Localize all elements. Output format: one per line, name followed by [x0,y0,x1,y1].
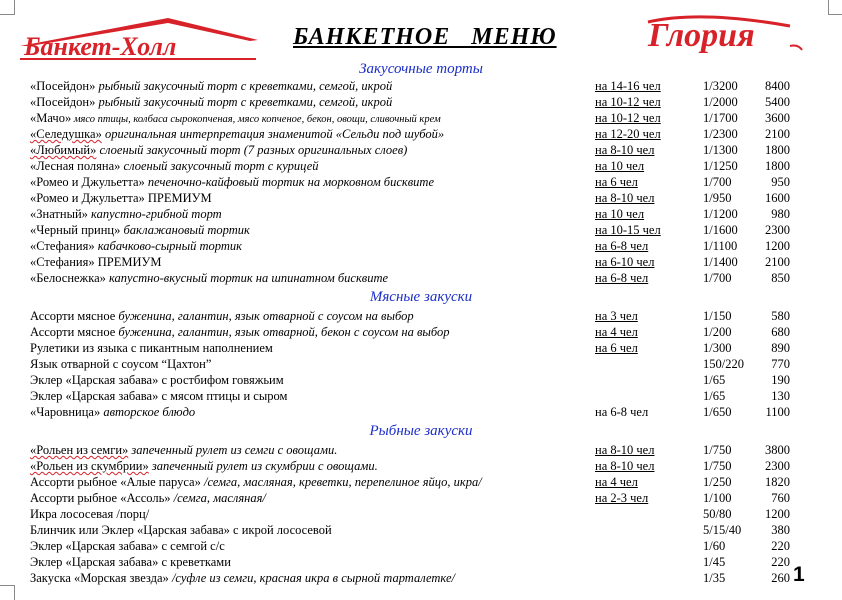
item-description: рыбный закусочный торт с креветками, семгой, икрой [95,95,393,109]
item-servings: на 10 чел [595,159,645,173]
item-name-block [30,474,482,490]
banquet-hall-logo [18,14,263,64]
item-servings: на 8-10 чел [595,443,655,457]
item-price: 8400 [765,79,790,93]
item-weight: 1/65 [703,389,726,403]
item-description: баклажановый тортик [120,223,250,237]
item-name-block [30,522,332,538]
item-name: Блинчик или Эклер «Царская забава» с икрой лососевой [30,523,332,537]
item-servings: на 8-10 чел [595,191,655,205]
item-price: 1800 [765,143,790,157]
item-description: оригинальная интерпретация знаменитой «Сельди под шубой» [101,127,445,141]
corner-mark-top-right [828,0,842,15]
item-price: 890 [771,341,790,355]
item-name-block [30,372,284,388]
menu-item-row [0,554,842,570]
item-price: 1600 [765,191,790,205]
item-description: авторское блюдо [100,405,196,419]
item-weight: 1/200 [703,325,732,339]
menu-item-row [0,458,842,474]
item-name: «Посейдон» [30,79,96,93]
menu-item-row [0,474,842,490]
page-title: БАНКЕТНОЕ МЕНЮ [293,24,557,50]
item-weight: 1/650 [703,405,732,419]
item-price: 580 [771,309,790,323]
item-name: «Стефания» [30,239,95,253]
menu-item-row [0,372,842,388]
menu-item-row [0,340,842,356]
item-name-block [30,94,392,110]
item-price: 260 [771,571,790,585]
item-price: 220 [771,555,790,569]
item-name-block [30,570,455,586]
item-servings: на 10-12 чел [595,95,661,109]
menu-item-row [0,388,842,404]
item-name: «Селедушка» [30,127,102,141]
item-description: запеченный рулет из семги с овощами. [128,443,338,457]
page-number: 1 [793,563,805,586]
item-weight: 1/2300 [703,127,738,141]
item-name-block [30,506,149,522]
item-weight: 1/1200 [703,207,738,221]
item-weight: 5/15/40 [703,523,742,537]
item-servings: на 8-10 чел [595,459,655,473]
menu-item-row [0,404,842,420]
item-description: /суфле из семги, красная икра в сырной тарталетке/ [168,571,455,585]
item-weight: 1/1250 [703,159,738,173]
menu-item-row [0,110,842,126]
item-price: 1800 [765,159,790,173]
item-name-block [30,142,407,158]
item-name: «Чаровница» [30,405,101,419]
item-description: капустно-грибной торт [87,207,222,221]
item-weight: 1/700 [703,271,732,285]
item-description: рыбный закусочный торт с креветками, семгой, икрой [95,79,393,93]
menu-item-row [0,222,842,238]
item-servings: на 8-10 чел [595,143,655,157]
section-title-fish: Рыбные закуски [369,423,473,439]
item-name: Икра лососевая /порц/ [30,507,150,521]
item-price: 770 [771,357,790,371]
item-name-block [30,78,392,94]
item-description: капустно-вкусный тортик на шпинатном бисквите [105,271,389,285]
item-name: «Ромео и Джульетта» ПРЕМИУМ [30,191,212,205]
item-name: «Мачо» [30,111,72,125]
item-weight: 1/1600 [703,223,738,237]
item-weight: 1/100 [703,491,732,505]
item-price: 220 [771,539,790,553]
item-name-block [30,388,287,404]
menu-item-row [0,126,842,142]
item-description: кабачково-сырный тортик [94,239,242,253]
item-servings: на 4 чел [595,475,638,489]
item-servings: на 6-8 чел [595,405,649,419]
menu-item-row [0,190,842,206]
item-name-block [30,222,250,238]
item-name-block [30,356,211,372]
menu-item-row [0,206,842,222]
item-name-block [30,206,222,222]
item-name-block [30,324,449,340]
item-price: 980 [771,207,790,221]
item-servings: на 10-12 чел [595,111,661,125]
item-name-block [30,308,414,324]
item-weight: 1/60 [703,539,726,553]
item-name: «Стефания» ПРЕМИУМ [30,255,162,269]
item-name: Эклер «Царская забава» с семгой с/с [30,539,225,553]
item-name-block [30,442,337,458]
item-name: «Рольен из семги» [30,443,129,457]
item-servings: на 6 чел [595,341,638,355]
item-price: 5400 [765,95,790,109]
item-name: «Рольен из скумбрии» [30,459,149,473]
menu-item-row [0,142,842,158]
item-description: запеченный рулет из скумбрии с овощами. [148,459,378,473]
item-name: Ассорти рыбное «Алые паруса» [30,475,201,489]
item-name: «Черный принц» [30,223,121,237]
item-name: «Белоснежка» [30,271,106,285]
menu-item-row [0,238,842,254]
logo-right-text: Глория [648,17,755,54]
section-title-meat: Мясные закуски [369,289,473,305]
item-description: буженина, галантин, язык отварной с соусом на выбор [115,309,414,323]
item-description: слоеный закусочный торт (7 разных оригинальных слоев) [96,143,408,157]
item-weight: 1/1300 [703,143,738,157]
item-weight: 1/750 [703,443,732,457]
item-weight: 1/3200 [703,79,738,93]
item-name-block [30,404,195,420]
item-description: /семга, масляная/ [170,491,266,505]
item-price: 3600 [765,111,790,125]
menu-item-row [0,174,842,190]
item-name-block [30,254,161,270]
item-weight: 1/1400 [703,255,738,269]
item-price: 130 [771,389,790,403]
item-weight: 1/950 [703,191,732,205]
menu-item-row [0,538,842,554]
corner-mark-top-left [0,0,15,15]
section-title-cakes: Закусочные торты [359,61,483,77]
item-name: Язык отварной с соусом “Цахтон” [30,357,212,371]
gloria-logo [640,12,805,58]
item-weight: 1/150 [703,309,732,323]
item-servings: на 6-10 чел [595,255,655,269]
item-name-block [30,270,388,286]
menu-item-row [0,522,842,538]
corner-mark-bottom-left [0,585,15,600]
item-name: «Ромео и Джульетта» [30,175,145,189]
item-price: 3800 [765,443,790,457]
item-price: 2300 [765,223,790,237]
item-weight: 1/2000 [703,95,738,109]
item-price: 1100 [765,405,790,419]
menu-item-row [0,356,842,372]
item-weight: 1/65 [703,373,726,387]
menu-item-row [0,442,842,458]
item-weight: 1/45 [703,555,726,569]
item-name-block [30,126,444,142]
item-price: 380 [771,523,790,537]
item-price: 2100 [765,255,790,269]
item-name: Закуска «Морская звезда» [30,571,169,585]
item-name-block [30,340,273,356]
item-price: 950 [771,175,790,189]
item-price: 850 [771,271,790,285]
item-servings: на 2-3 чел [595,491,649,505]
item-description: печеночно-кайфовый тортик на морковном бисквите [144,175,434,189]
item-price: 2300 [765,459,790,473]
item-name: «Посейдон» [30,95,96,109]
item-servings: на 6-8 чел [595,271,649,285]
item-weight: 50/80 [703,507,732,521]
menu-item-row [0,324,842,340]
item-weight: 1/1700 [703,111,738,125]
item-name: Эклер «Царская забава» с креветками [30,555,231,569]
item-name: «Знатный» [30,207,88,221]
item-name: Ассорти мясное [30,325,116,339]
item-weight: 1/700 [703,175,732,189]
menu-item-row [0,254,842,270]
item-servings: на 3 чел [595,309,638,323]
item-servings: на 6 чел [595,175,638,189]
item-weight: 1/300 [703,341,732,355]
item-name-block [30,190,212,206]
item-name: Ассорти мясное [30,309,116,323]
item-name-block [30,174,434,190]
item-servings: на 6-8 чел [595,239,649,253]
item-price: 1200 [765,239,790,253]
menu-item-row [0,158,842,174]
item-price: 190 [771,373,790,387]
item-name: Эклер «Царская забава» с ростбифом говяжьим [30,373,284,387]
item-description: /семга, масляная, креветки, перепелиное яйцо, икра/ [200,475,482,489]
item-servings: на 10 чел [595,207,645,221]
item-weight: 1/250 [703,475,732,489]
menu-item-row [0,270,842,286]
item-price: 680 [771,325,790,339]
menu-item-row [0,78,842,94]
menu-item-row [0,490,842,506]
item-name-block [30,490,266,506]
item-name-block [30,238,242,254]
item-name: Эклер «Царская забава» с мясом птицы и сыром [30,389,288,403]
item-weight: 1/1100 [703,239,738,253]
item-servings: на 12-20 чел [595,127,661,141]
item-name: «Любимый» [30,143,97,157]
item-price: 2100 [765,127,790,141]
menu-item-row [0,308,842,324]
item-servings: на 4 чел [595,325,638,339]
item-name-block [30,158,319,174]
item-name-block [30,458,378,474]
menu-item-row [0,94,842,110]
item-weight: 150/220 [703,357,744,371]
item-name-block [30,538,225,554]
item-price: 760 [771,491,790,505]
item-name-block [30,554,231,570]
item-name: Рулетики из языка с пикантным наполнением [30,341,273,355]
item-price: 1200 [765,507,790,521]
item-weight: 1/35 [703,571,726,585]
item-weight: 1/750 [703,459,732,473]
menu-item-row [0,570,842,586]
item-name: Ассорти рыбное «Ассоль» [30,491,171,505]
item-description: слоеный закусочный торт с курицей [120,159,319,173]
menu-item-row [0,506,842,522]
item-description: мясо птицы, колбаса сырокопченая, мясо копченое, бекон, овощи, сливочный крем [71,114,441,125]
item-description: буженина, галантин, язык отварной, бекон с соусом на выбор [115,325,450,339]
item-servings: на 14-16 чел [595,79,661,93]
item-name: «Лесная поляна» [30,159,121,173]
item-price: 1820 [765,475,790,489]
logo-left-text: Банкет-Холл [24,32,177,61]
item-servings: на 10-15 чел [595,223,661,237]
